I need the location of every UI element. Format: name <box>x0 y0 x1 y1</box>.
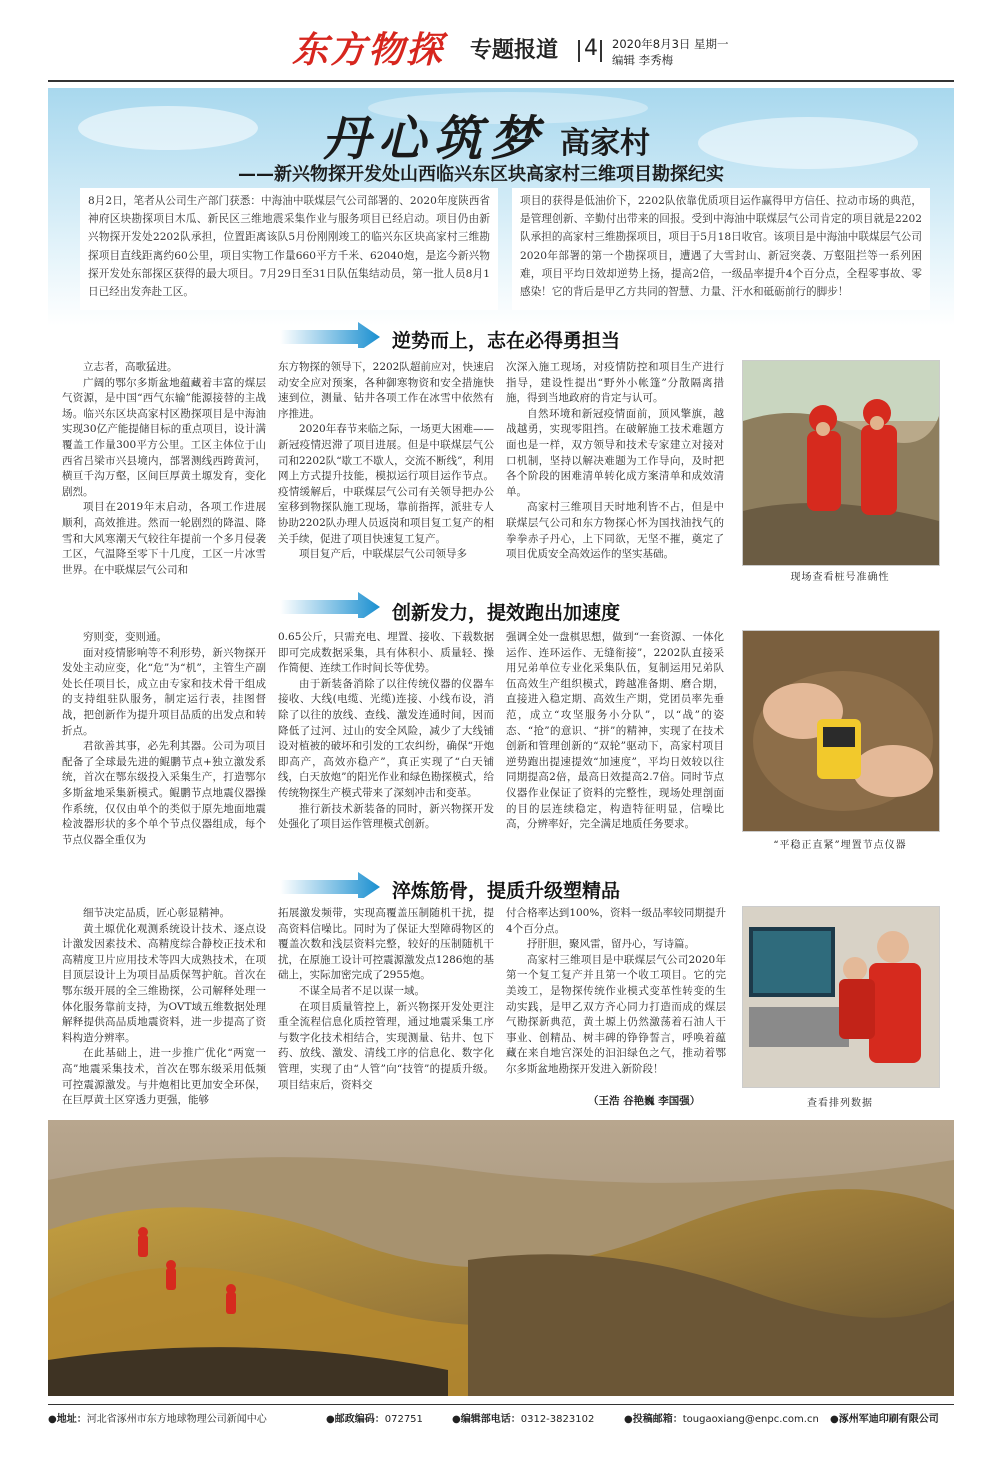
paragraph: 推行新技术新装备的同时，新兴物探开发处强化了项目运作管理模式创新。 <box>278 802 494 831</box>
paragraph: 东方物探的领导下，2202队超前应对，快速启动安全应对预案，各种御寒物资和安全措施快速到位，测量、钻井各项工作在冰雪中依然有序推进。 <box>278 361 494 420</box>
paragraph: 君欲善其事，必先利其器。公司为项目配备了全球最先进的鲲鹏节点+独立激发系统，首次在鄂东级投入采集生产，打造鄂尔多斯盆地采集新模式。鲲鹏节点地震仪器操作系统，仅仅由单个的类似于原先地面地震检波器形状的多个单个节点仪器组成，每个节点仪器全重仅为 <box>62 740 266 846</box>
feature-title: 丹心筑梦 <box>322 111 547 167</box>
email-label: ●投稿邮箱： <box>624 1414 683 1425</box>
footer-email <box>624 1410 819 1425</box>
paragraph: 0.65公斤，只需充电、埋置、接收、下载数据即可完成数据采集，具有体积小、质量轻、操作简便、连续工作时间长等优势。 <box>278 631 494 675</box>
masthead-brand: 东方物探 <box>292 29 445 71</box>
section-1-column-1 <box>62 360 266 584</box>
paragraph: 高家村三维项目是中联煤层气公司2020年第一个复工复产并且第一个收工项目。它的完美竣工，是物探传统作业模式变革性转变的生动实践，是甲乙双方齐心同力打造而成的煤层气勘探新典范，黄土塬上仍然激荡着石油人干事业、创精品、树丰碑的铮铮誓言，呼唤着蕴藏在来自地宫深处的汩汩绿色之气，推动着鄂尔多斯盆地勘探开发进入新阶段！ <box>506 953 726 1075</box>
paragraph: 广阔的鄂尔多斯盆地蕴藏着丰富的煤层气资源，是中国“西气东输”能源接替的主战场。临兴东区块高家村区勘探项目是中海油实现30亿产能提储目标的重点项目，设计满覆盖工作量300平方公里。工区主体位于山西省吕梁市兴县境内，部署测线西跨黄河，横亘千沟万壑，区间巨厚黄土塬发育，变化剧烈。 <box>62 376 266 498</box>
issue-info <box>612 36 729 68</box>
paragraph: 面对疫情影响等不利形势，新兴物探开发处主动应变，化“危”为“机”，主管生产副处长任项目长，成立由专家和技术骨干组成的支持组驻队服务，制定运行表，挂图督战，把创新作为提升项目品质的出发点和转折点。 <box>62 646 266 737</box>
footer-printer <box>830 1410 939 1425</box>
photo-node-instrument <box>742 630 940 832</box>
section-heading-3: 淬炼筋骨，提质升级塑精品 <box>392 880 621 902</box>
paragraph: 黄土塬优化观测系统设计技术、逐点设计激发因素技术、高精度综合静校正技术和高精度卫片应用技术等四大成熟技术，在项目顶层设计上为项目品质保驾护航。首次在鄂东级开展的全三维勘探，公司解释处理一体化服务靠前支持，为OVT域五维数据处理解释提供高品质地震资料，进一步提高了资料构造分辨率。 <box>62 922 266 1044</box>
paragraph: 在项目质量管控上，新兴物探开发处更注重全流程信息化质控管理，通过地震采集工序与数字化技术相结合，实现测量、钻井、包下药、放线、激发、清线工序的信息化、数字化管理，实现了由“人管”向“技管”的提质升级。项目结束后，资料交 <box>278 1000 494 1091</box>
section-arrow-icon <box>280 322 380 348</box>
section-arrow-icon <box>280 592 380 618</box>
issue-date: 2020年8月3日 星期一 <box>612 37 729 51</box>
photo-caption: “平稳正直紧”埋置节点仪器 <box>773 840 907 851</box>
paragraph: 项目在2019年末启动，各项工作进展顺利，高效推进。然而一轮剧烈的降温、降雪和大风寒潮天气较往年提前一个多月侵袭工区，气温降至零下十几度，工区一片冰雪世界。在中联煤层气公司和 <box>62 501 266 576</box>
paragraph: 不谋全局者不足以谋一域。 <box>299 984 425 997</box>
email-value: tougaoxiang@enpc.com.cn <box>682 1414 819 1425</box>
phone-label: ●编辑部电话： <box>452 1414 521 1425</box>
paragraph: 拓展激发频带，实现高覆盖压制随机干扰，提高资料信噪比。同时为了保证大型障碍物区的覆盖次数和浅层资料完整，较好的压制随机干扰，在原施工设计可控震源激发点1286炮的基础上，实际加密完成了2955炮。 <box>278 907 494 982</box>
feature-title-suffix: 高家村 <box>560 126 650 161</box>
intro-right: 项目的获得是低油价下，2202队依靠优质项目运作赢得甲方信任、拉动市场的典范，是管理创新、辛勤付出带来的回报。受到中海油中联煤层气公司肯定的项目就是2202队承担的高家村三维勘探项目，项目于5月18日收官。该项目是中海油中联煤层气公司2020年部署的第一个勘探项目，遭遇了大雪封山、新冠突袭、万壑阻拦等一系列困难，项目平均日效却逆势上扬，提高2倍，一级品率提升4个百分点，全程零事故、零感染！它的背后是甲乙方共同的智慧、力量、汗水和砥砺前行的脚步！ <box>512 188 930 310</box>
section-heading-1: 逆势而上，志在必得勇担当 <box>392 330 621 352</box>
paragraph: 由于新装备消除了以往传统仪器的仪器车接收、大线(电缆、光缆)连接、小线布设，消除了以往的放线、查线、激发连通时间，因而降低了过河、过山的安全风险，减少了大线铺设对植被的破坏和引发的工农纠纷，确保“开炮即高产，高效亦稳产”，真正实现了“白天铺线，白天放炮”的阳光作业和绿色勘探模式，给传统物探生产模式带来了深刻冲击和变革。 <box>278 677 494 799</box>
photo-checking-data <box>742 906 940 1088</box>
paragraph: 抒肝胆，聚风雷，留丹心，写诗篇。 <box>527 938 695 951</box>
paragraph: 付合格率达到100%，资料一级品率较同期提升4个百分点。 <box>506 907 726 935</box>
address-value: 河北省涿州市东方地球物理公司新闻中心 <box>86 1414 267 1425</box>
section-3-column-3 <box>506 906 726 1094</box>
paragraph: 穷则变，变则通。 <box>83 631 167 643</box>
paragraph: 项目复产后，中联煤层气公司领导多 <box>299 548 467 561</box>
photo-workers-inspecting <box>742 360 940 566</box>
divider <box>578 40 580 62</box>
footer-address <box>48 1410 267 1425</box>
loess-plateau-illustration <box>48 1120 954 1396</box>
paragraph: 强调全处一盘棋思想，做到“一套资源、一体化运作、连环运作、无缝衔接”，2202队直接采用兄弟单位专业化采集队伍，复制运用兄弟队伍高效生产组织模式，跨越准备期、磨合期，直接进入稳定期、高效生产期，党团员率先垂范，成立“攻坚服务小分队”，以“战”的姿态、“抢”的意识、“拼”的精神，实现了在技术创新和管理创新的“双轮”驱动下，高家村项目逆势跑出提速提效“加速度”，平均日效较以往同期提高2倍，最高日效提高2.7倍。同时节点仪器作业保证了资料的完整性，现场处理剖面的目的层连续稳定，构造特征明显，信噪比高，分辨率好，完全满足地质任务要求。 <box>506 631 724 831</box>
section-3-column-1 <box>62 906 266 1112</box>
section-name: 专题报道 <box>470 38 559 63</box>
footer-phone <box>452 1410 594 1425</box>
section-3-column-2 <box>278 906 494 1112</box>
photo-illustration <box>743 907 939 1087</box>
photo-illustration <box>743 361 939 565</box>
paragraph: 自然环境和新冠疫情面前，顶风擎旗，越战越勇，实现零阻挡。在破解施工技术难题方面也是一样，双方领导和技术专家建立对接对口机制，坚持以解决难题为工作导向，及时把各个阶段的困难清单转化成方案清单和成效清单。 <box>506 407 724 498</box>
author-byline: （王浩 谷艳巍 李国强） <box>588 1095 701 1107</box>
paragraph: 细节决定品质，匠心彰显精神。 <box>83 907 230 919</box>
paragraph: 2020年春节来临之际，一场更大困难——新冠疫情迟滞了项目进展。但是中联煤层气公司和2202队“歇工不歇人，交流不断线”，利用网上方式提升技能，模拟运行项目运作节点。疫情缓解后，中联煤层气公司有关领导把办公室移到物探队施工现场，靠前指挥，派驻专人协助2202队办理人员返岗和项目复工复产的相关手续，促进了项目快速复工复产。 <box>278 423 494 545</box>
photo-illustration <box>743 631 939 831</box>
paragraph: 在此基础上，进一步推广优化“两宽一高”地震采集技术，首次在鄂东级采用低频可控震源激发。与井炮相比更加安全环保，在巨厚黄土区穿透力更强，能够 <box>62 1047 266 1107</box>
editor-credit: 编辑 李秀梅 <box>612 53 674 67</box>
section-arrow-icon <box>280 872 380 898</box>
intro-left: 8月2日，笔者从公司生产部门获悉：中海油中联煤层气公司部署的、2020年度陕西省神府区块勘探项目木瓜、新民区三维地震采集作业与服务项目已经启动。项目仍由新兴物探开发处2202队承担，位置距离该队5月份刚刚竣工的临兴东区块高家村三维勘探项目直线距离约60公里，项目实物工作量660平方千米、62040炮，是迄今新兴物探开发处东部探区获得的最大项目。7月29日至31日队伍集结动员，第一批人员8月1日已经出发奔赴工区。 <box>80 188 498 310</box>
paragraph: 次深入施工现场，对疫情防控和项目生产进行指导，建设性提出“野外小帐篷”分散隔离措施，得到当地政府的肯定与认可。 <box>506 361 724 405</box>
section-heading-2: 创新发力，提效跑出加速度 <box>392 602 621 624</box>
photo-caption: 现场查看桩号准确性 <box>790 572 890 583</box>
postcode-label: ●邮政编码： <box>326 1414 385 1425</box>
masthead-rule <box>48 80 954 82</box>
section-1-column-3 <box>506 360 724 584</box>
paragraph: 高家村三维项目天时地利皆不占，但是中联煤层气公司和东方物探心怀为国找油找气的拳拳赤子丹心，上下同欲，无坚不摧，奠定了项目优质安全高效运作的坚实基础。 <box>506 501 724 561</box>
paragraph: 立志者，高歌猛进。 <box>83 361 178 373</box>
photo-caption: 查看排列数据 <box>807 1098 873 1109</box>
section-1-column-2 <box>278 360 494 584</box>
footer-rule <box>48 1404 954 1405</box>
page-number: 4 <box>584 36 598 61</box>
section-2-column-2 <box>278 630 494 852</box>
section-2-column-1 <box>62 630 266 852</box>
landscape-photo <box>48 1120 954 1396</box>
phone-value: 0312-3823102 <box>520 1414 595 1425</box>
divider <box>600 40 602 62</box>
feature-subtitle: ——新兴物探开发处山西临兴东区块高家村三维项目勘探纪实 <box>238 164 724 185</box>
printer-name: ●涿州军迪印刷有限公司 <box>830 1414 939 1425</box>
postcode-value: 072751 <box>384 1414 423 1425</box>
footer-postcode <box>326 1410 423 1425</box>
section-2-column-3 <box>506 630 724 852</box>
address-label: ●地址： <box>48 1414 87 1425</box>
